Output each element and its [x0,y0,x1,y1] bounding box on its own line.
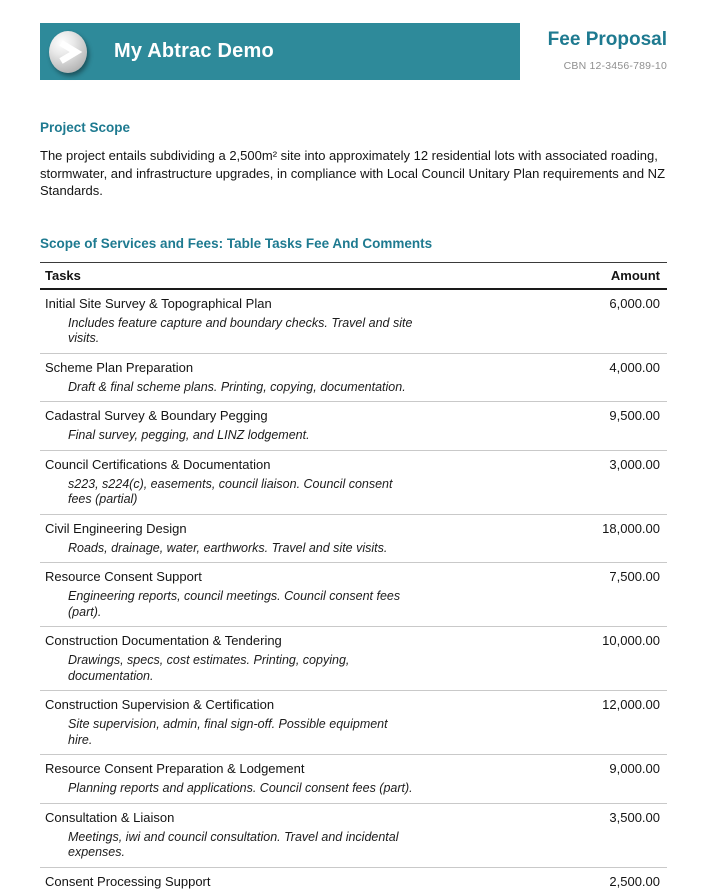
document-meta [548,23,667,72]
task-amount: 7,500.00 [609,569,660,584]
task-comment: Meetings, iwi and council consultation. Travel and incidental expenses. [68,829,399,859]
task-amount: 18,000.00 [602,520,660,536]
task-name: Civil Engineering Design [45,520,187,536]
task-amount: 12,000.00 [602,697,660,712]
task-cell [45,456,609,508]
table-row [40,402,667,451]
table-row [40,755,667,804]
company-name: My Abtrac Demo [114,40,274,62]
document-header [0,0,707,80]
task-amount: 10,000.00 [602,633,660,648]
document-title: Fee Proposal [547,29,667,50]
task-name: Cadastral Survey & Boundary Pegging [45,408,268,423]
document-body [0,120,707,896]
task-comment: Final survey, pegging, and LINZ lodgement. [68,428,310,442]
fee-table-header [40,263,667,290]
task-name: Resource Consent Support [45,569,202,584]
task-name: Council Certifications & Documentation [45,456,271,472]
column-header-amount: Amount [610,267,660,283]
task-cell [45,359,609,396]
task-comment: Site supervision, admin, final sign-off. Possible equipment hire. [68,717,388,747]
task-amount: 2,500.00 [609,873,660,889]
task-cell [45,873,609,890]
task-cell [45,632,602,684]
task-comment: Engineering reports, council meetings. Council consent fees (part). [68,589,401,619]
table-row [40,804,667,868]
project-scope-heading: Project Scope [40,120,131,135]
task-amount: 4,000.00 [609,359,660,375]
task-cell [45,407,609,444]
task-name: Resource Consent Preparation & Lodgement [45,761,305,776]
task-amount: 6,000.00 [609,295,660,311]
task-name: Consultation & Liaison [45,809,175,825]
table-row [40,627,667,691]
column-header-tasks: Tasks [45,267,81,283]
task-comment: Draft & final scheme plans. Printing, copying, documentation. [68,379,406,394]
task-name: Consent Processing Support [45,873,211,889]
task-comment: Roads, drainage, water, earthworks. Travel and site visits. [68,540,388,555]
task-cell [45,520,602,557]
table-row [40,354,667,403]
task-cell [45,760,609,797]
task-cell [45,809,609,861]
task-name: Scheme Plan Preparation [45,359,194,375]
document-reference: CBN 12-3456-789-10 [563,60,667,72]
task-amount: 3,000.00 [609,456,660,472]
task-comment: Drawings, specs, cost estimates. Printing, copying, documentation. [68,653,350,683]
services-heading: Scope of Services and Fees: Table Tasks Fee And Comments [40,235,433,251]
task-cell [45,696,602,748]
project-scope-text: The project entails subdividing a 2,500m² site into approximately 12 residential lots with associated roading, stormwater, and infrastructure upgrades, in compliance with Local Council Unitary Plan requirements and NZ Standards. [40,148,666,198]
task-comment: Planning reports and applications. Council consent fees (part). [68,781,413,795]
task-amount: 3,500.00 [609,809,660,825]
table-row [40,691,667,755]
task-name: Construction Supervision & Certification [45,697,275,712]
arrow-right-icon [51,35,85,69]
task-amount: 9,000.00 [609,761,660,776]
task-name: Construction Documentation & Tendering [45,633,282,648]
fee-table [40,262,667,896]
task-name: Initial Site Survey & Topographical Plan [45,295,272,311]
task-comment: Includes feature capture and boundary checks. Travel and site visits. [68,315,413,345]
fee-table-body [40,290,667,896]
table-row [40,868,667,896]
table-row [40,290,667,354]
task-amount: 9,500.00 [609,408,660,423]
logo [49,31,87,73]
table-row [40,451,667,515]
brand-banner [40,23,520,80]
table-row [40,515,667,564]
table-row [40,563,667,627]
task-comment: s223, s224(c), easements, council liaison. Council consent fees (partial) [68,476,393,506]
task-cell [45,568,609,620]
task-cell [45,295,609,347]
